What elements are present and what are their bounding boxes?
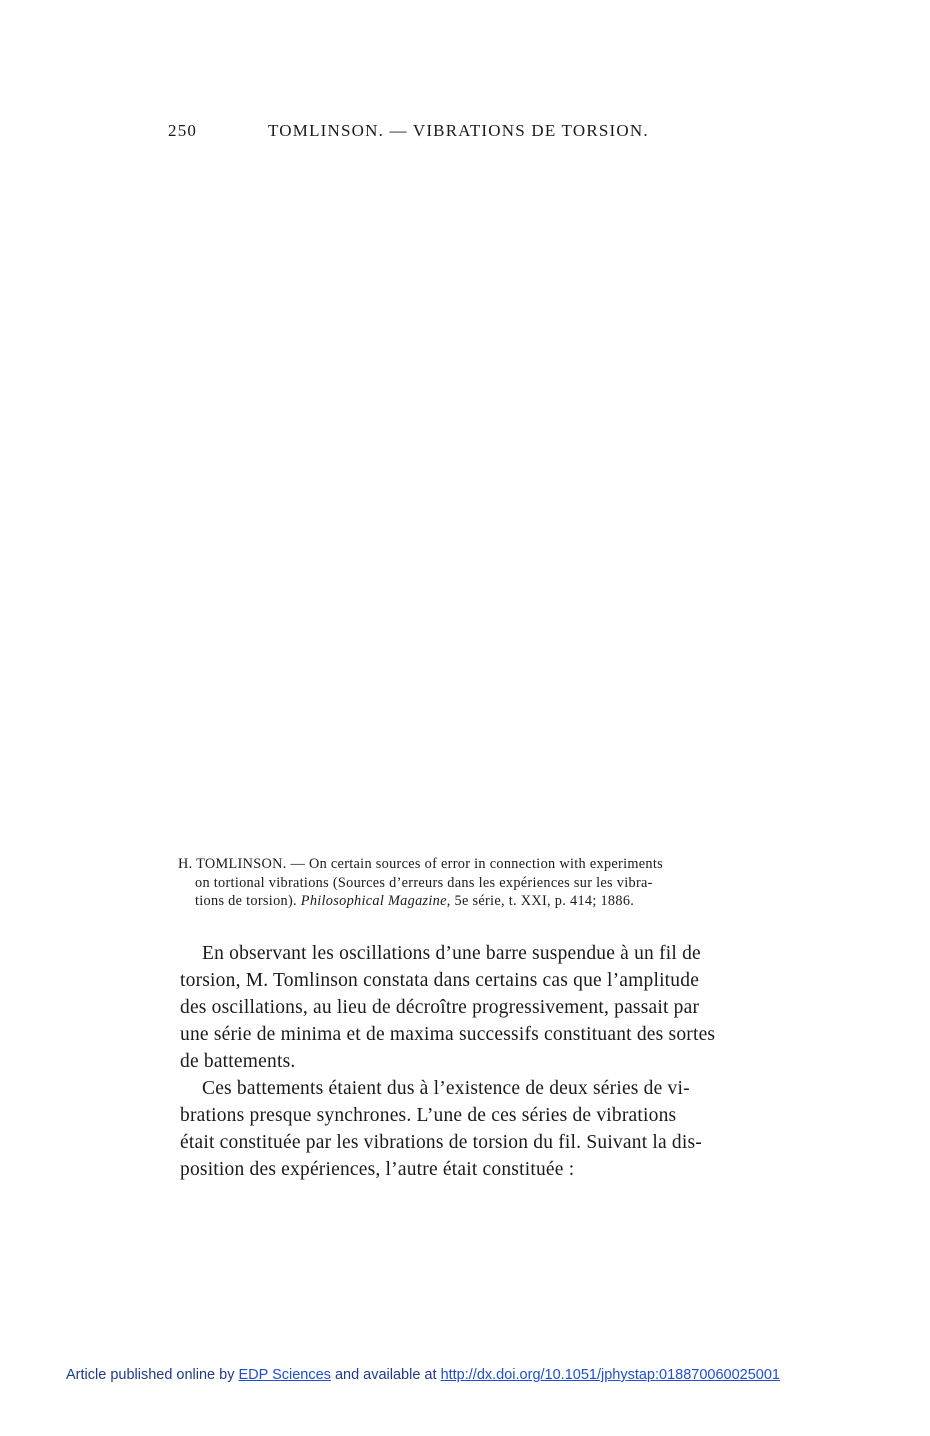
- running-head: [168, 121, 728, 143]
- paragraph-2-line-1: Ces battements étaient dus à l’existence de deux séries de vi-: [202, 1078, 690, 1099]
- bibliographic-reference: [178, 855, 823, 911]
- doi-link[interactable]: http://dx.doi.org/10.1051/jphystap:018870060025001: [440, 1367, 780, 1383]
- running-title: TOMLINSON. — VIBRATIONS DE TORSION.: [268, 121, 649, 140]
- paragraph-1: [180, 940, 822, 1075]
- paragraph-2: [180, 1075, 822, 1183]
- paragraph-1-line-3: des oscillations, au lieu de décroître progressivement, passait par: [180, 997, 700, 1018]
- page-number: 250: [168, 121, 198, 140]
- paragraph-1-line-1: En observant les oscillations d’une barre suspendue à un fil de: [202, 943, 701, 964]
- reference-line-2: on tortional vibrations (Sources d’erreurs dans les expériences sur les vibra-: [195, 874, 653, 891]
- paragraph-1-line-2: torsion, M. Tomlinson constata dans certains cas que l’amplitude: [180, 970, 700, 991]
- paragraph-2-line-4: position des expériences, l’autre était constituée :: [180, 1159, 575, 1180]
- publication-footer: [66, 1367, 780, 1383]
- footer-middle: and available at: [330, 1367, 441, 1383]
- reference-line-3-pre: tions de torsion).: [195, 893, 301, 909]
- paragraph-1-line-4: une série de minima et de maxima successifs constituant des sortes: [180, 1024, 716, 1045]
- reference-line-3: [178, 892, 823, 911]
- reference-line-3-post: 5e série, t. XXI, p. 414; 1886.: [450, 893, 635, 909]
- footer-prefix: Article published online by: [66, 1367, 239, 1383]
- article-body: [180, 940, 822, 1183]
- paragraph-2-line-3: était constituée par les vibrations de torsion du fil. Suivant la dis-: [180, 1132, 702, 1153]
- paragraph-1-line-5: de battements.: [180, 1051, 296, 1072]
- paragraph-2-line-2: brations presque synchrones. L’une de ces séries de vibrations: [180, 1105, 677, 1126]
- publisher-link[interactable]: EDP Sciences: [238, 1367, 331, 1383]
- reference-line-1: H. TOMLINSON. — On certain sources of error in connection with experiments: [178, 856, 664, 872]
- journal-name: Philosophical Magazine,: [300, 893, 451, 909]
